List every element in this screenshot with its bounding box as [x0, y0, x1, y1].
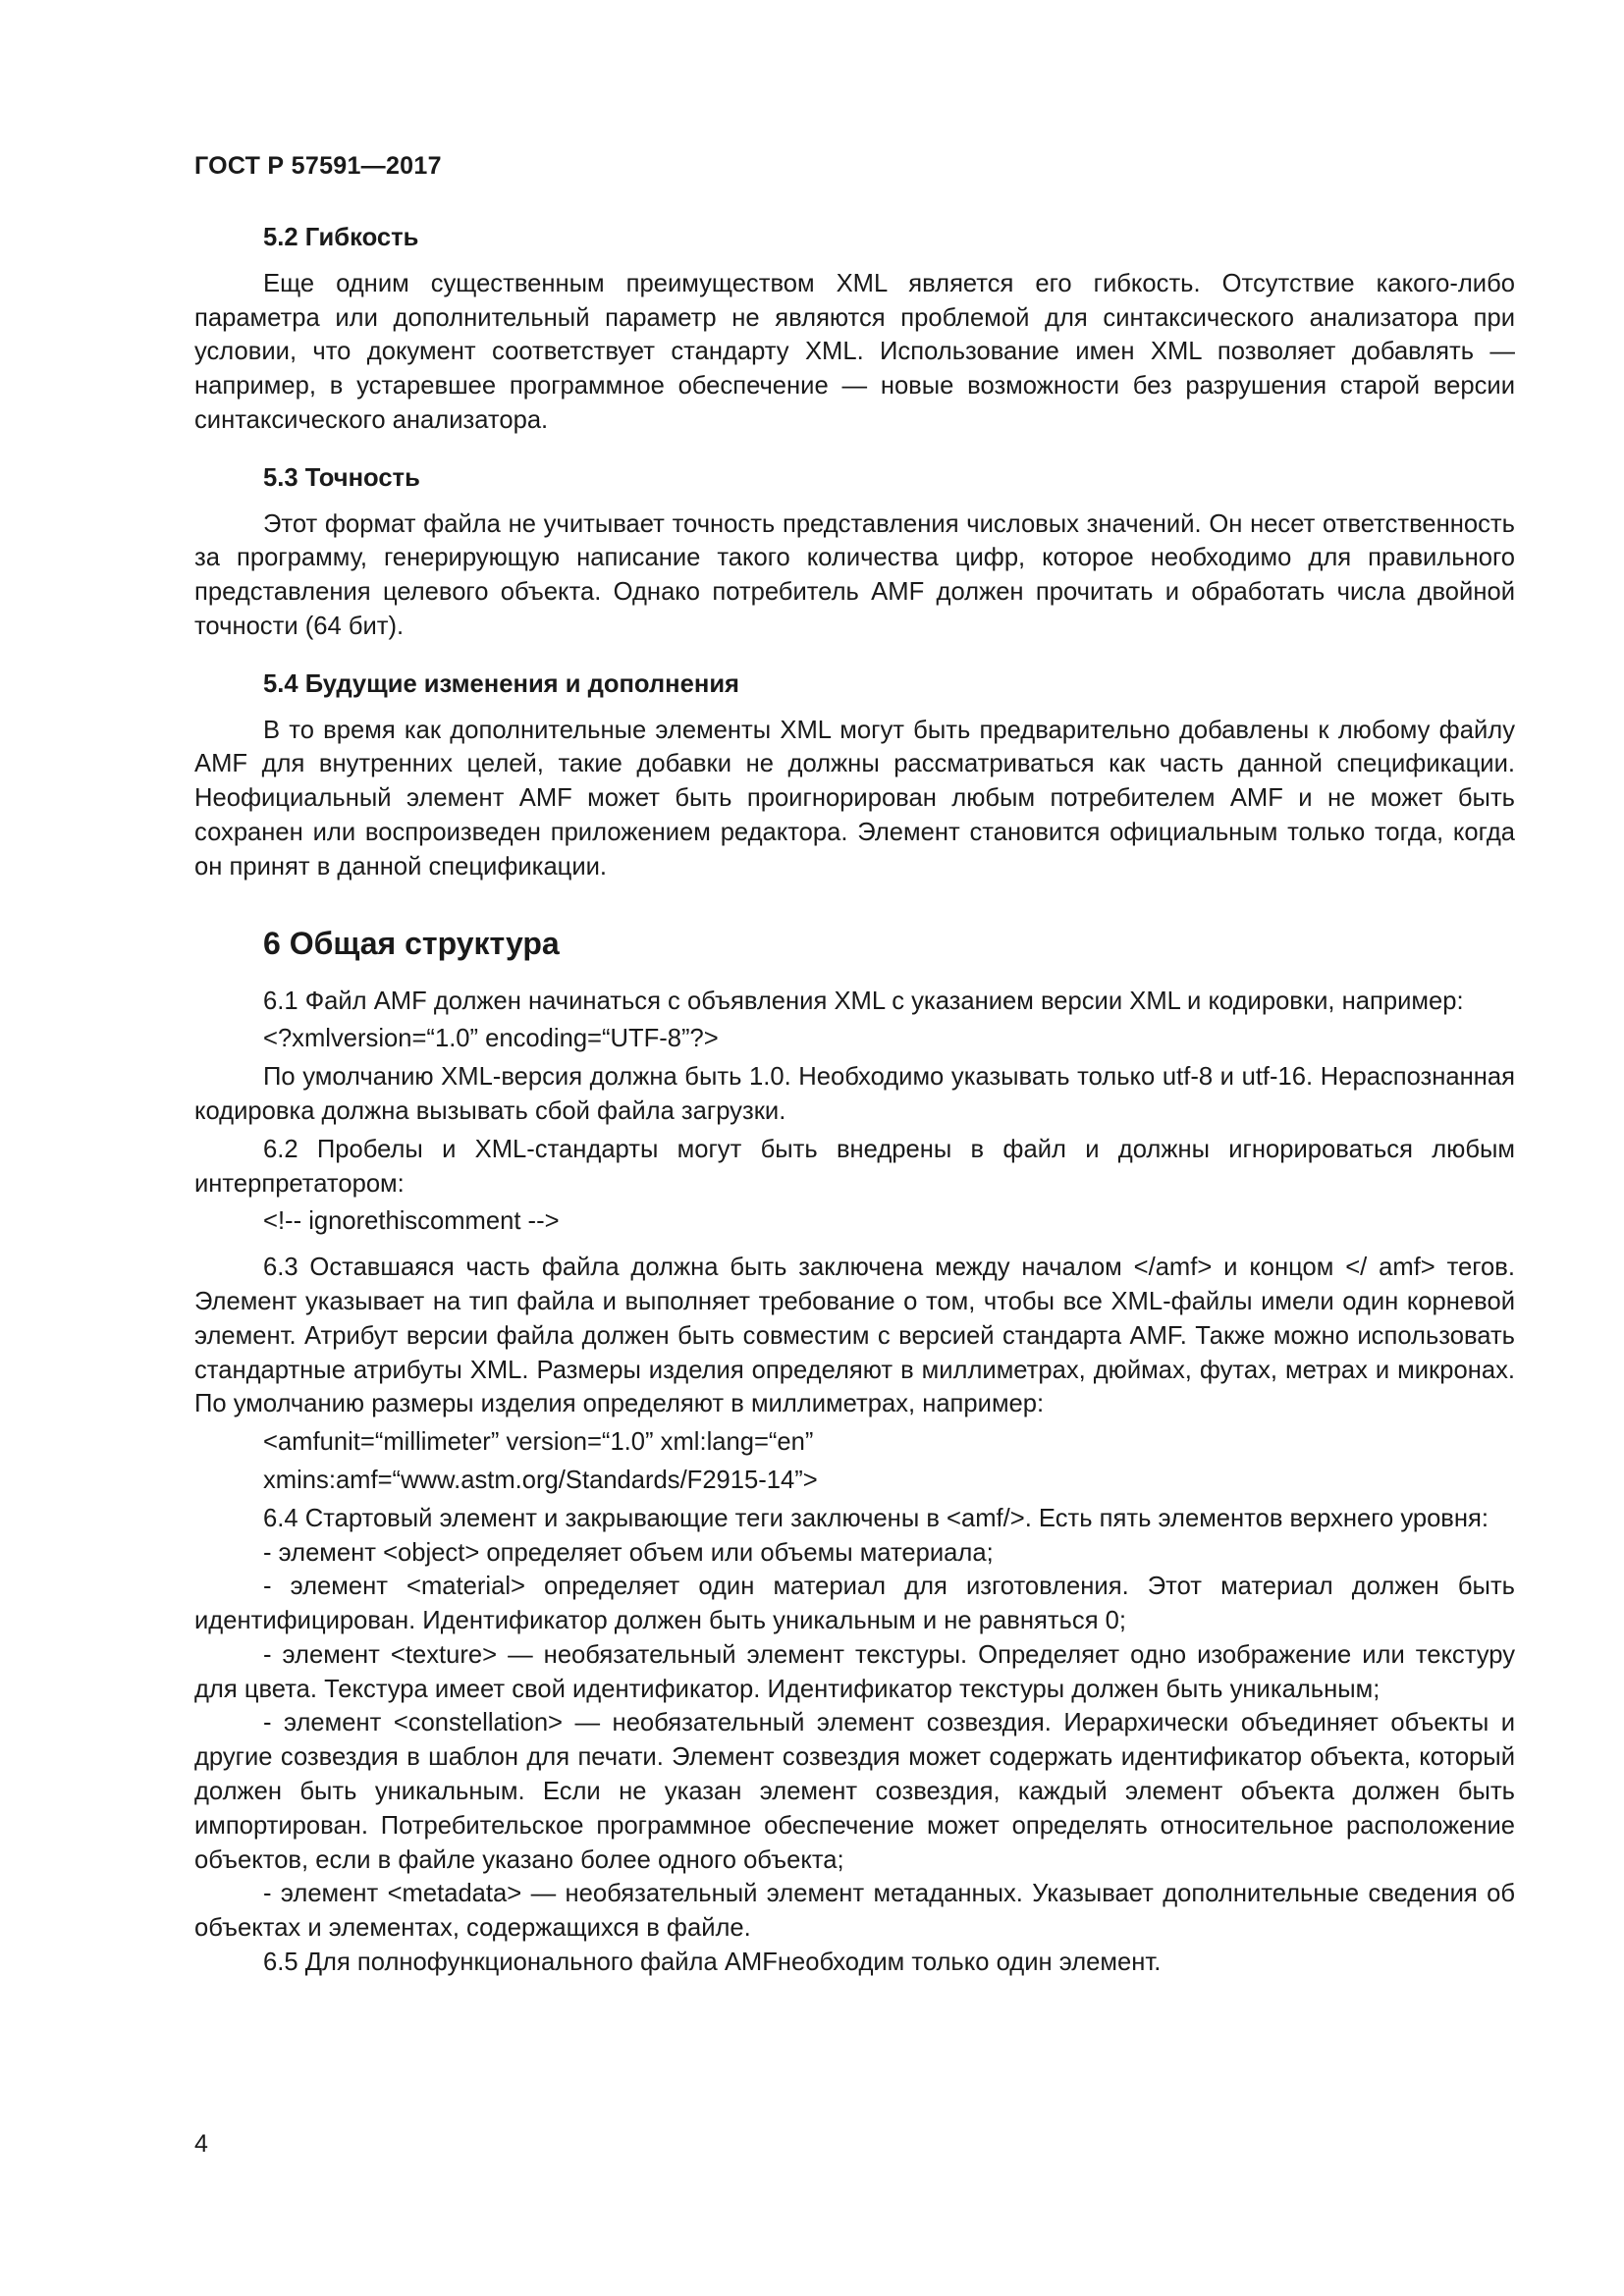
paragraph-6-1-default: По умолчанию XML-версия должна быть 1.0. Необходимо указывать только utf-8 и utf-16. Нераспознанная кодировка должна вызывать сбой файла загрузки.	[194, 1063, 1515, 1125]
document-code-header: ГОСТ Р 57591—2017	[194, 152, 442, 180]
code-xml-declaration: <?xmlversion=“1.0” encoding=“UTF-8”?>	[263, 1025, 719, 1053]
paragraph-6-2: 6.2 Пробелы и XML-стандарты могут быть внедрены в файл и должны игнорироваться любым интерпретатором:	[194, 1135, 1515, 1198]
heading-5-2: 5.2 Гибкость	[263, 224, 419, 251]
paragraph-5-2: Еще одним существенным преимуществом XML является его гибкость. Отсутствие какого-либо параметра или дополнительный параметр не являются проблемой для синтаксического анализатора при условии, что документ соответствует стандарту XML. Использование имен XML позволяет добавлять — например, в устаревшее программное обеспечение — новые возможности без разрушения старой версии синтаксического анализатора.	[194, 269, 1515, 434]
list-item-texture: - элемент <texture> — необязательный элемент текстуры. Определяет одно изображение или текстуру для цвета. Текстура имеет свой идентификатор. Идентификатор текстуры должен быть уникальным;	[194, 1640, 1515, 1703]
paragraph-6-3: 6.3 Оставшаяся часть файла должна быть заключена между началом </amf> и концом </ amf> тегов. Элемент указывает на тип файла и выполняет требование о том, чтобы все XML-файлы имели один корневой элемент. Атрибут версии файла должен быть совместим с версией стандарта AMF. Также можно использовать стандартные атрибуты XML. Размеры изделия определяют в миллиметрах, дюймах, футах, метрах и микронах. По умолчанию размеры изделия определяют в миллиметрах, например:	[194, 1254, 1515, 1418]
code-amf-open-line-2: xmins:amf=“www.astm.org/Standards/F2915-14”>	[263, 1466, 818, 1494]
code-comment: <!-- ignorethiscomment -->	[263, 1207, 560, 1236]
list-item-metadata: - элемент <metadata> — необязательный элемент метаданных. Указывает дополнительные сведения об объектах и элементах, содержащихся в файле.	[194, 1880, 1515, 1943]
document-page	[194, 0, 1515, 2296]
paragraph-5-3: Этот формат файла не учитывает точность представления числовых значений. Он несет ответственность за программу, генерирующую написание такого количества цифр, которое необходимо для правильного представления целевого объекта. Однако потребитель AMF должен прочитать и обработать числа двойной точности (64 бит).	[194, 509, 1515, 640]
list-item-object: - элемент <object> определяет объем или объемы материала;	[263, 1538, 994, 1567]
code-amf-open-line-1: <amfunit=“millimeter” version=“1.0” xml:lang=“en”	[263, 1428, 814, 1457]
document-body	[194, 221, 1515, 1980]
heading-5-4: 5.4 Будущие изменения и дополнения	[263, 669, 739, 698]
list-item-material: - элемент <material> определяет один материал для изготовления. Этот материал должен быть идентифицирован. Идентификатор должен быть уникальным и не равняться 0;	[194, 1573, 1515, 1635]
paragraph-6-1: 6.1 Файл AMF должен начинаться с объявления XML с указанием версии XML и кодировки, например:	[263, 987, 1464, 1015]
list-item-constellation: - элемент <constellation> — необязательный элемент созвездия. Иерархически объединяет объекты и другие созвездия в шаблон для печати. Элемент созвездия может содержать идентификатор объекта, который должен быть уникальным. Если не указан элемент созвездия, каждый элемент объекта должен быть импортирован. Потребительское программное обеспечение может определять относительное расположение объектов, если в файле указано более одного объекта;	[194, 1709, 1515, 1874]
heading-5-3: 5.3 Точность	[263, 463, 420, 492]
paragraph-5-4: В то время как дополнительные элементы XML могут быть предварительно добавлены к любому файлу AMF для внутренних целей, такие добавки не должны рассматриваться как часть данной спецификации. Неофициальный элемент AMF может быть проигнорирован любым потребителем AMF и не может быть сохранен или воспроизведен приложением редактора. Элемент становится официальным только тогда, когда он принят в данной спецификации.	[194, 716, 1515, 881]
heading-6: 6 Общая структура	[263, 925, 560, 961]
page-number: 4	[194, 2130, 208, 2158]
paragraph-6-4: 6.4 Стартовый элемент и закрывающие теги заключены в <amf/>. Есть пять элементов верхнего уровня:	[263, 1504, 1489, 1532]
paragraph-6-5: 6.5 Для полнофункционального файла AMFнеобходим только один элемент.	[263, 1949, 1162, 1977]
